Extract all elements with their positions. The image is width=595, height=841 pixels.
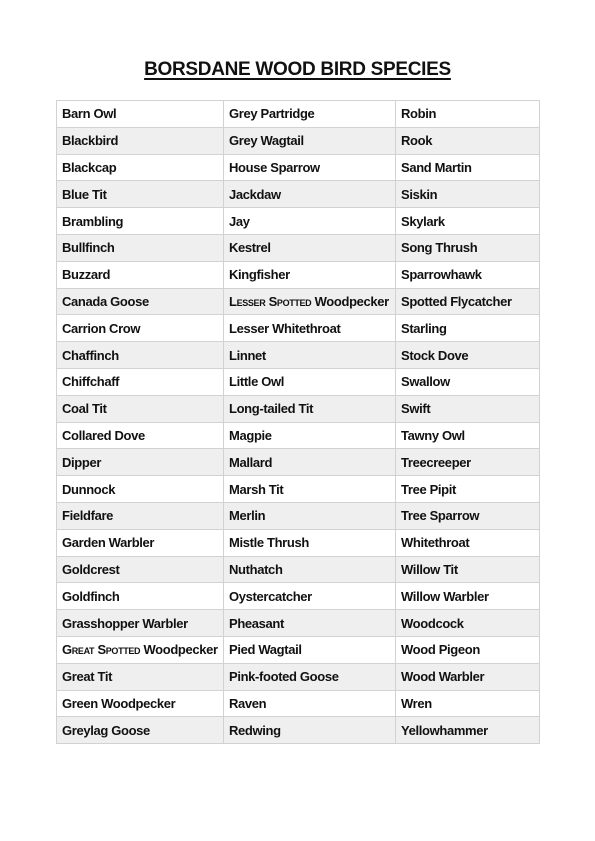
species-cell: Stock Dove bbox=[396, 342, 540, 369]
table-row bbox=[57, 529, 540, 556]
species-cell: Carrion Crow bbox=[57, 315, 224, 342]
species-cell: Sparrowhawk bbox=[396, 261, 540, 288]
table-row bbox=[57, 288, 540, 315]
species-cell: Buzzard bbox=[57, 261, 224, 288]
table-row bbox=[57, 422, 540, 449]
table-row bbox=[57, 261, 540, 288]
table-row bbox=[57, 636, 540, 663]
species-cell: Jackdaw bbox=[224, 181, 396, 208]
species-cell: Fieldfare bbox=[57, 502, 224, 529]
species-cell: Swallow bbox=[396, 368, 540, 395]
species-cell: Mallard bbox=[224, 449, 396, 476]
species-cell: Spotted Flycatcher bbox=[396, 288, 540, 315]
species-cell: Rook bbox=[396, 127, 540, 154]
species-cell: Oystercatcher bbox=[224, 583, 396, 610]
table-row bbox=[57, 208, 540, 235]
species-cell: Canada Goose bbox=[57, 288, 224, 315]
species-cell: Willow Warbler bbox=[396, 583, 540, 610]
species-cell: Great Tit bbox=[57, 663, 224, 690]
species-cell: Wood Warbler bbox=[396, 663, 540, 690]
species-cell: Siskin bbox=[396, 181, 540, 208]
species-table-body bbox=[57, 101, 540, 744]
species-cell: Dunnock bbox=[57, 476, 224, 503]
species-cell: Skylark bbox=[396, 208, 540, 235]
species-cell: Blue Tit bbox=[57, 181, 224, 208]
species-cell: Little Owl bbox=[224, 368, 396, 395]
species-cell: Marsh Tit bbox=[224, 476, 396, 503]
table-row bbox=[57, 342, 540, 369]
table-row bbox=[57, 181, 540, 208]
species-cell: Whitethroat bbox=[396, 529, 540, 556]
species-cell: Great Spotted Woodpecker bbox=[57, 636, 224, 663]
species-cell: Merlin bbox=[224, 502, 396, 529]
species-cell: Barn Owl bbox=[57, 101, 224, 128]
species-cell: Lesser Spotted Woodpecker bbox=[224, 288, 396, 315]
table-row bbox=[57, 101, 540, 128]
table-row bbox=[57, 610, 540, 637]
species-cell: Tree Sparrow bbox=[396, 502, 540, 529]
table-row bbox=[57, 556, 540, 583]
species-cell: Brambling bbox=[57, 208, 224, 235]
species-cell: Starling bbox=[396, 315, 540, 342]
species-cell: Yellowhammer bbox=[396, 717, 540, 744]
species-cell: Blackcap bbox=[57, 154, 224, 181]
table-row bbox=[57, 234, 540, 261]
table-row bbox=[57, 315, 540, 342]
species-cell: Grasshopper Warbler bbox=[57, 610, 224, 637]
species-cell: Magpie bbox=[224, 422, 396, 449]
species-cell: Pheasant bbox=[224, 610, 396, 637]
species-cell: Song Thrush bbox=[396, 234, 540, 261]
species-cell: Kingfisher bbox=[224, 261, 396, 288]
species-cell: Woodcock bbox=[396, 610, 540, 637]
table-row bbox=[57, 583, 540, 610]
species-cell: Coal Tit bbox=[57, 395, 224, 422]
species-cell: Greylag Goose bbox=[57, 717, 224, 744]
species-cell: Tawny Owl bbox=[396, 422, 540, 449]
table-row bbox=[57, 502, 540, 529]
species-name-prefix: Lesser Spotted bbox=[229, 293, 312, 309]
page-title: BORSDANE WOOD BIRD SPECIES bbox=[144, 59, 451, 80]
table-row bbox=[57, 368, 540, 395]
species-cell: Bullfinch bbox=[57, 234, 224, 261]
species-cell: Jay bbox=[224, 208, 396, 235]
species-cell: Collared Dove bbox=[57, 422, 224, 449]
species-cell: Kestrel bbox=[224, 234, 396, 261]
species-cell: Sand Martin bbox=[396, 154, 540, 181]
species-cell: Willow Tit bbox=[396, 556, 540, 583]
table-row bbox=[57, 449, 540, 476]
species-cell: Long-tailed Tit bbox=[224, 395, 396, 422]
species-cell: Goldcrest bbox=[57, 556, 224, 583]
table-row bbox=[57, 717, 540, 744]
species-cell: Grey Partridge bbox=[224, 101, 396, 128]
species-cell: Chaffinch bbox=[57, 342, 224, 369]
species-cell: Tree Pipit bbox=[396, 476, 540, 503]
species-cell: Grey Wagtail bbox=[224, 127, 396, 154]
species-cell: Treecreeper bbox=[396, 449, 540, 476]
species-cell: Raven bbox=[224, 690, 396, 717]
species-cell: House Sparrow bbox=[224, 154, 396, 181]
species-cell: Wood Pigeon bbox=[396, 636, 540, 663]
species-cell: Swift bbox=[396, 395, 540, 422]
table-row bbox=[57, 663, 540, 690]
species-cell: Garden Warbler bbox=[57, 529, 224, 556]
table-row bbox=[57, 476, 540, 503]
species-table bbox=[56, 100, 540, 744]
table-row bbox=[57, 690, 540, 717]
species-cell: Dipper bbox=[57, 449, 224, 476]
table-row bbox=[57, 395, 540, 422]
species-name-prefix: Great Spotted bbox=[62, 642, 141, 658]
species-cell: Chiffchaff bbox=[57, 368, 224, 395]
species-cell: Lesser Whitethroat bbox=[224, 315, 396, 342]
table-row bbox=[57, 154, 540, 181]
species-cell: Robin bbox=[396, 101, 540, 128]
species-cell: Pink-footed Goose bbox=[224, 663, 396, 690]
species-cell: Redwing bbox=[224, 717, 396, 744]
species-cell: Green Woodpecker bbox=[57, 690, 224, 717]
table-row bbox=[57, 127, 540, 154]
species-cell: Goldfinch bbox=[57, 583, 224, 610]
species-cell: Blackbird bbox=[57, 127, 224, 154]
species-cell: Pied Wagtail bbox=[224, 636, 396, 663]
species-cell: Linnet bbox=[224, 342, 396, 369]
species-cell: Nuthatch bbox=[224, 556, 396, 583]
species-cell: Wren bbox=[396, 690, 540, 717]
species-cell: Mistle Thrush bbox=[224, 529, 396, 556]
